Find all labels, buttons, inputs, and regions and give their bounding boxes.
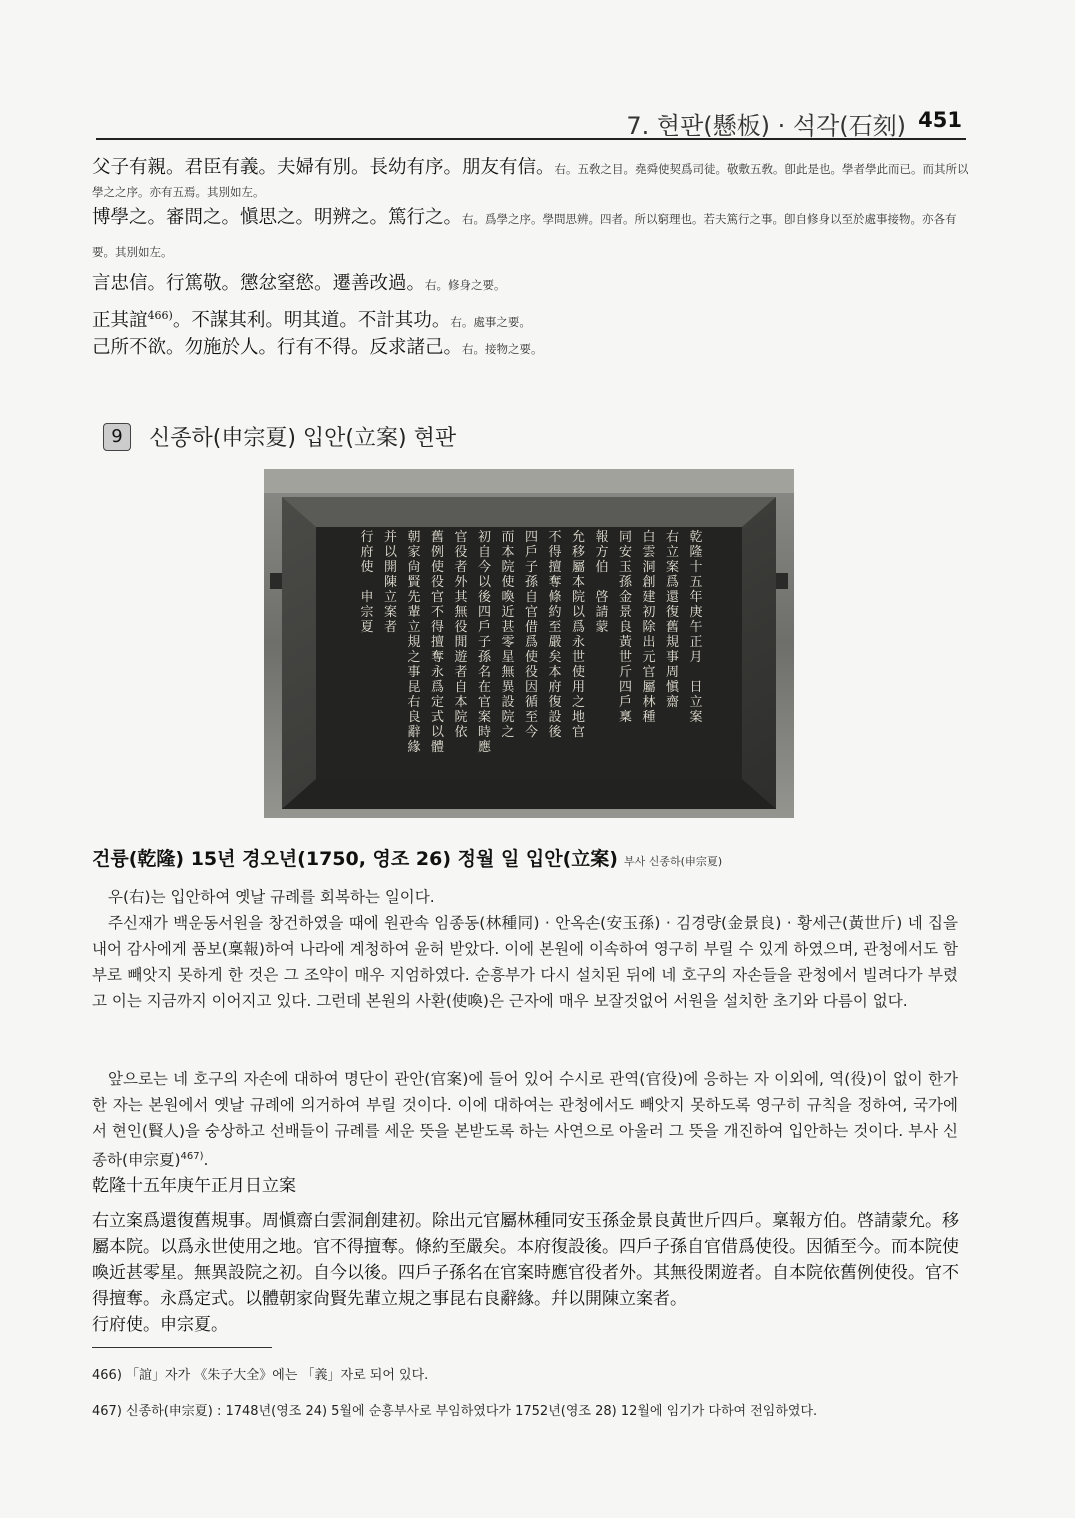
board-column: 允移屬本院以爲永世使用之地官 [571, 530, 586, 740]
footnote-466: 466) 「誼」자가 《朱子大全》에는 「義」자로 되어 있다. [92, 1368, 429, 1383]
board-photo [264, 469, 794, 818]
classic-sub-2: 要。其別如左。 [92, 245, 173, 259]
classic-note: 右。爲學之序。學問思辨。四者。所以窮理也。若夫篤行之事。卽自修身以至於處事接物。亦各有 [462, 212, 957, 226]
board-column: 并以開陳立案者 [383, 530, 398, 635]
board-column: 報方伯 啓請蒙 [595, 530, 609, 635]
board-column: 行府使 申宗夏 [360, 530, 374, 635]
board-column: 四戶子孫自官借爲使役因循至今 [524, 530, 539, 740]
classic-main: 己所不欲。勿施於人。行有不得。反求諸己。 [92, 337, 463, 358]
classic-main-cont: 。不謀其利。明其道。不計其功。 [172, 310, 451, 332]
translation-para-3: 앞으로는 네 호구의 자손에 대하여 명단이 관안(官案)에 들어 있어 수시로 관역(官役)에 응하는 자 이외에, 역(役)이 없이 한가한 자는 본원에서 옛날 규례에 의거하여 부릴 것이다. 이에 대하여는 관청에서도 빼앗지 못하도록 영구히 규칙을 정하여, 국가에서 현인(賢人)을 숭상하고 선배들이 규례를 세운 뜻을 본받도록 하는 사연으로 아울러 그 뜻을 개진하여 입안하는 것이다. 부사 신종하(申宗夏)$^{467)}$. [92, 1070, 958, 1170]
hanmun-line: 右立案爲還復舊規事。周愼齋白雲洞創建初。除出元官屬林種同安玉孫金景良黃世斤四戶。稟報方伯。啓請蒙允。移 [92, 1211, 959, 1231]
classic-sub-1: 學之之序。亦有五焉。其別如左。 [92, 185, 265, 199]
board-column: 而本院使喚近甚零星無異設院之 [501, 530, 515, 740]
classic-note: 右。修身之要。 [425, 278, 506, 292]
board-column: 官役者外其無役閒遊者自本院依 [454, 530, 468, 740]
ceiling-beam [264, 469, 794, 493]
classic-line-2 [92, 205, 972, 232]
frame-bevel-bottom [282, 779, 776, 809]
page-number: 451 [918, 108, 962, 132]
photo-caption [92, 844, 722, 871]
para3-text: 앞으로는 네 호구의 자손에 대하여 명단이 관안(官案)에 들어 있어 수시로 관역(官役)에 응하는 자 이외에, 역(役)이 없이 한가한 자는 본원에서 옛날 규례에 의거하여 부릴 것이다. 이에 대하여는 관청에서도 빼앗지 못하도록 영구히 규칙을 정하여, 국가에서 현인(賢人)을 숭상하고 선배들이 규례를 세운 뜻을 본받도록 하는 사연으로 아울러 그 뜻을 개진하여 입안하는 것이다. 부사 신종하(申宗夏) [92, 1070, 958, 1170]
section-number-badge: 9 [103, 423, 131, 451]
classic-line-5 [92, 335, 972, 362]
hanmun-line: 屬本院。以爲永世使用之地。官不得擅奪。條約至嚴矣。本府復設後。四戶子孫自官借爲使役。因循至今。而本院使 [92, 1237, 959, 1257]
classic-main: 正其誼 [92, 310, 148, 332]
hanmun-line: 行府使。申宗夏。 [92, 1315, 228, 1335]
caption-title: 건륭(乾隆) 15년 경오년(1750, 영조 26) 정월 일 입안(立案) [92, 848, 618, 870]
board-column: 同安玉孫金景良黃世斤四戶稟 [618, 530, 633, 725]
classic-line-1 [92, 155, 972, 182]
board-column: 初自今以後四戶子孫名在官案時應 [477, 530, 492, 755]
footnote-ref-466[interactable]: 466) [147, 309, 173, 322]
section-title: 신종하(申宗夏) 입안(立案) 현판 [149, 426, 457, 451]
classic-note: 右。接物之要。 [462, 342, 543, 356]
board-column: 右立案爲還復舊規事周愼齋 [665, 530, 680, 710]
translation-para-2: 주신재가 백운동서원을 창건하였을 때에 원관속 임종동(林種同) · 안옥손(安玉孫) · 김경량(金景良) · 황세근(黃世斤) 네 집을 내어 감사에게 품보(稟報)하여 나라에 계청하여 윤허 받았다. 이에 본원에 이속하여 영구히 부릴 수 있게 하였으며, 관청에서도 함부로 빼앗지 못하게 한 것은 그 조약이 매우 지엄하였다. 순흥부가 다시 설치된 뒤에 네 호구의 자손들을 관청에서 빌려다가 부렸고 이는 지금까지 이어지고 있다. 그런데 본원의 사환(使喚)은 근자에 매우 보잘것없어 서원을 설치한 초기와 다름이 없다. [92, 914, 958, 1010]
header-section-title: 7. 현판(懸板) · 석각(石刻) [626, 112, 906, 140]
classic-main: 父子有親。君臣有義。夫婦有別。長幼有序。朋友有信。 [92, 157, 555, 178]
board-column: 朝家尙賢先輩立規之事昆右良辭緣 [407, 530, 421, 755]
footnote-467: 467) 신종하(申宗夏) : 1748년(영조 24) 5월에 순흥부사로 부임하였다가 1752년(영조 28) 12월에 임기가 다하여 전임하였다. [92, 1404, 818, 1419]
board-column: 不得擅奪條約至嚴矣本府復設後 [548, 530, 562, 740]
classic-main: 博學之。審問之。愼思之。明辨之。篤行之。 [92, 207, 463, 228]
footnote-ref-467[interactable]: 467) [180, 1151, 204, 1162]
classic-line-4 [92, 303, 972, 335]
translation-para-1: 우(右)는 입안하여 옛날 규례를 회복하는 일이다. [108, 888, 435, 906]
board-column: 舊例使役官不得擅奪永爲定式以體 [430, 530, 445, 755]
board-column: 乾隆十五年庚午正月 日立案 [689, 530, 703, 725]
hanmun-line: 喚近甚零星。無異設院之初。自今以後。四戶子孫名在官案時應官役者外。其無役閑遊者。自本院依舊例使役。官不 [92, 1263, 959, 1283]
caption-sub: 부사 신종하(申宗夏) [624, 855, 723, 868]
board-inscription [360, 529, 702, 755]
section-heading [103, 421, 456, 457]
hanmun-line: 乾隆十五年庚午正月日立案 [92, 1176, 296, 1196]
classic-line-3 [92, 271, 972, 298]
board-column: 白雲洞創建初除出元官屬林種 [642, 530, 656, 725]
frame-bevel-top [282, 497, 776, 527]
footnote-divider [92, 1347, 272, 1348]
classic-note: 右。處事之要。 [450, 315, 531, 330]
classic-note: 右。五敎之目。堯舜使契爲司徒。敬敷五敎。卽此是也。學者學此而已。而其所以 [554, 162, 969, 176]
running-header [96, 104, 966, 140]
hanmun-line: 得擅奪。永爲定式。以體朝家尙賢先輩立規之事昆右良辭緣。幷以開陳立案者。 [92, 1289, 687, 1309]
classic-main: 言忠信。行篤敬。懲忿窒慾。遷善改過。 [92, 273, 426, 294]
